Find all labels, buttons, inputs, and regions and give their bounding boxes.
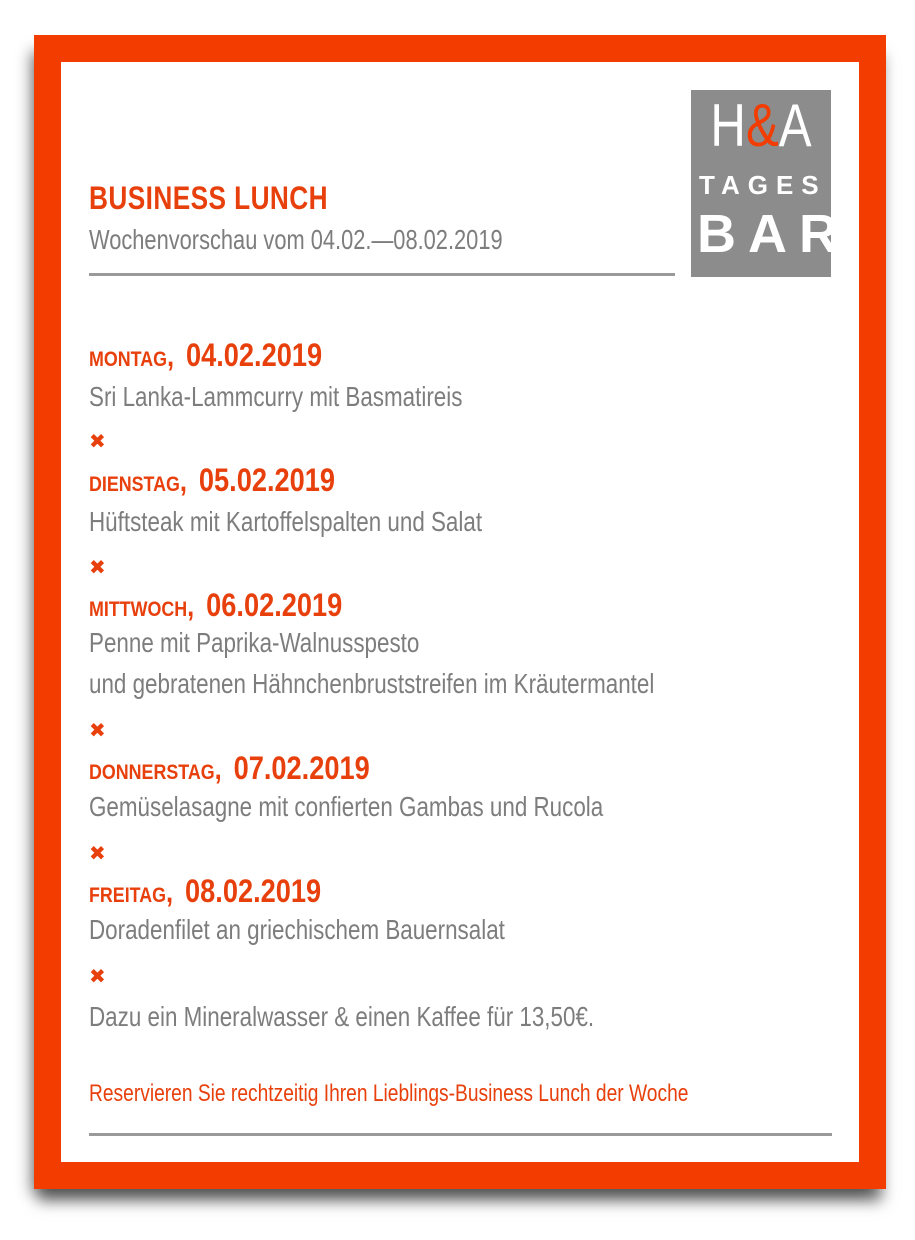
logo-tages: TAGES: [699, 170, 827, 200]
day-comma: ,: [187, 590, 195, 623]
dish-monday: Sri Lanka-Lammcurry mit Basmatireis: [89, 381, 463, 412]
day-name: DONNERSTAG: [89, 761, 215, 784]
day-name: MONTAG: [89, 348, 168, 371]
day-heading-monday: [89, 337, 322, 374]
logo-monogram: [710, 94, 812, 158]
day-comma: ,: [179, 465, 188, 498]
separator-cross-icon: ✖: [89, 431, 106, 453]
day-date: 07.02.2019: [233, 750, 370, 786]
separator-cross-icon: ✖: [89, 843, 106, 865]
ha-tagesbar-logo: [691, 90, 850, 277]
price-note: Dazu ein Mineralwasser & einen Kaffee für 13,50€.: [89, 1001, 595, 1032]
day-comma: ,: [167, 340, 175, 373]
header-divider: [89, 273, 675, 276]
page-title: BUSINESS LUNCH: [89, 180, 329, 216]
day-heading-wednesday: [89, 587, 342, 624]
day-date: 06.02.2019: [206, 587, 343, 623]
footer-divider: [89, 1133, 832, 1136]
day-heading-tuesday: [89, 462, 335, 499]
logo-bar: BAR: [697, 204, 850, 264]
reservation-text: Reservieren Sie rechtzeitig Ihren Lieblings-Business Lunch der Woche: [89, 1080, 689, 1107]
logo-ampersand: &: [745, 92, 779, 159]
week-subtitle: Wochenvorschau vom 04.02.—08.02.2019: [89, 224, 503, 255]
logo-letter-h: H: [710, 92, 746, 159]
day-date: 04.02.2019: [185, 337, 323, 373]
day-comma: ,: [166, 876, 174, 909]
dish-wednesday-line-1: Penne mit Paprika-Walnusspesto: [89, 627, 420, 658]
day-date: 08.02.2019: [185, 873, 322, 909]
logo-letter-a: A: [778, 92, 812, 159]
day-date: 05.02.2019: [198, 462, 336, 498]
separator-cross-icon: ✖: [89, 557, 106, 579]
day-name: FREITAG: [89, 884, 167, 907]
separator-cross-icon: ✖: [89, 966, 106, 988]
separator-cross-icon: ✖: [89, 720, 106, 742]
day-name: DIENSTAG: [89, 473, 180, 496]
dish-wednesday-line-2: und gebratenen Hähnchenbruststreifen im Kräutermantel: [89, 668, 655, 699]
day-comma: ,: [214, 753, 222, 786]
day-heading-friday: [89, 873, 321, 910]
day-name: MITTWOCH: [89, 598, 188, 621]
dish-thursday: Gemüselasagne mit confierten Gambas und Rucola: [89, 791, 604, 822]
dish-friday: Doradenfilet an griechischem Bauernsalat: [89, 914, 505, 945]
day-heading-thursday: [89, 750, 370, 787]
dish-tuesday: Hüftsteak mit Kartoffelspalten und Salat: [89, 506, 483, 537]
